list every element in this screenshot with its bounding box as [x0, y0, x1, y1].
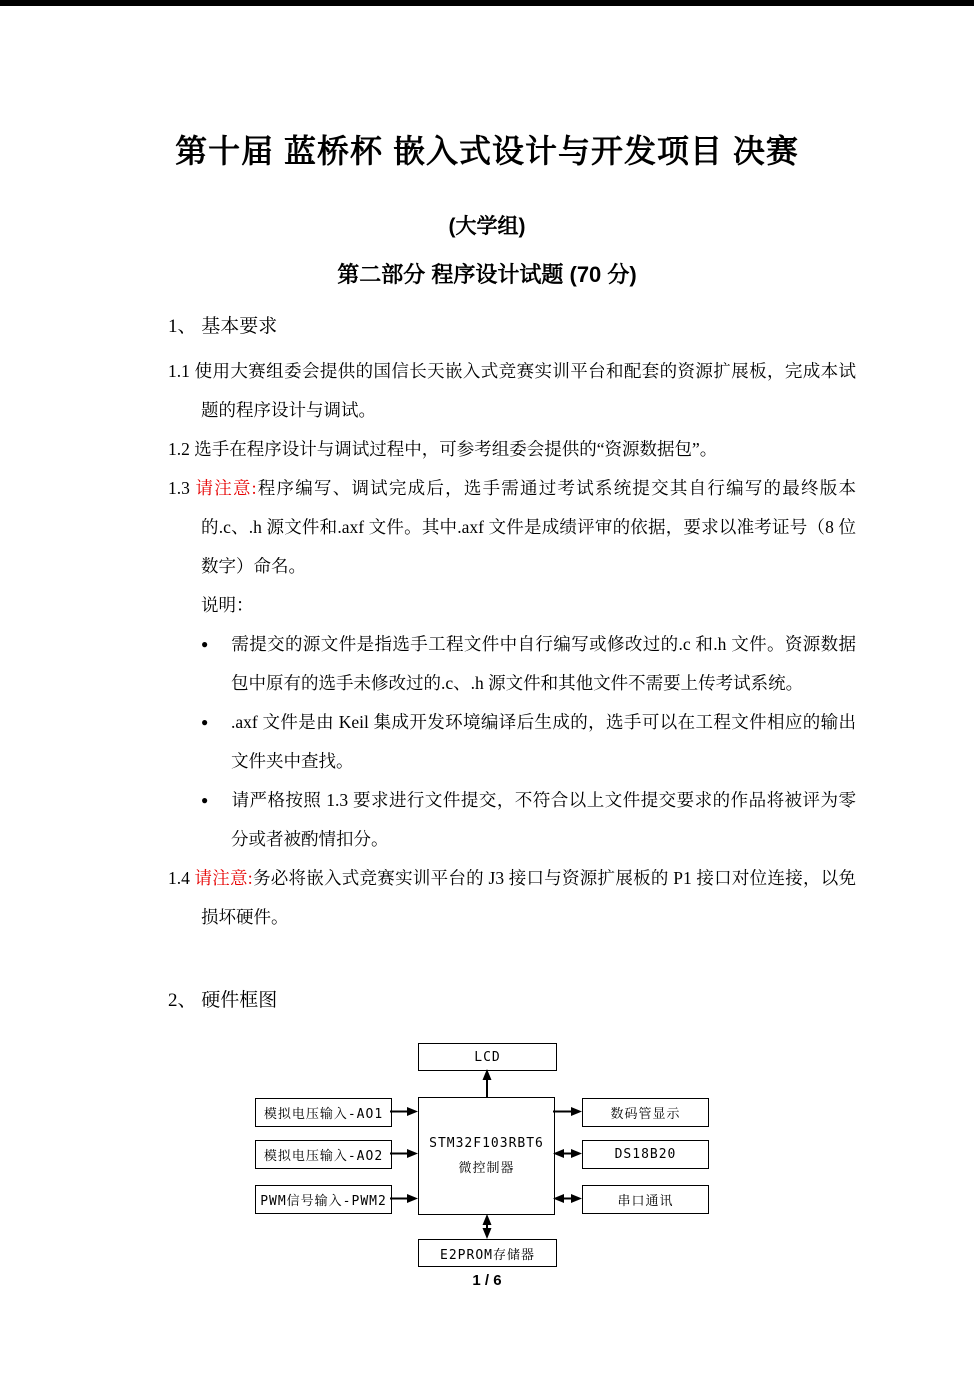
page-title: 第十届 蓝桥杯 嵌入式设计与开发项目 决赛 — [175, 133, 799, 169]
diagram-box-pwm-input: PWM信号输入-PWM2 — [255, 1185, 392, 1214]
item-1-2 — [168, 430, 856, 469]
diagram-box-ds18b20: DS18B20 — [582, 1140, 709, 1169]
section-1 — [168, 312, 856, 937]
bullet-icon: ● — [201, 715, 209, 729]
part-heading: 第二部分 程序设计试题 (70 分) — [337, 262, 637, 287]
section-1-heading: 1、 基本要求 — [168, 316, 278, 337]
item-number: 1.4 — [168, 868, 190, 888]
item-number: 1.3 — [168, 478, 190, 498]
bullet-text: 请严格按照 1.3 要求进行文件提交，不符合以上文件提交要求的作品将被评为零分或者被酌情扣分。 — [231, 790, 856, 849]
arrowhead-right-icon — [571, 1149, 582, 1158]
diagram-box-uart: 串口通讯 — [582, 1185, 709, 1214]
page-subtitle: (大学组) — [448, 215, 526, 238]
item-number: 1.2 — [168, 439, 190, 459]
item-1-3 — [168, 469, 856, 586]
diagram-box-analog-input-ao1: 模拟电压输入-AO1 — [255, 1098, 392, 1127]
arrowhead-right-icon — [407, 1149, 418, 1158]
arrowhead-right-icon — [571, 1107, 582, 1116]
diagram-box-seg-display: 数码管显示 — [582, 1098, 709, 1127]
arrowhead-down-icon — [483, 1228, 492, 1239]
item-1-4 — [168, 859, 856, 937]
section-2-heading: 2、 硬件框图 — [168, 990, 278, 1011]
arrowhead-right-icon — [407, 1107, 418, 1116]
note-label: 说明： — [201, 595, 254, 615]
diagram-box-mcu — [418, 1097, 555, 1215]
arrowhead-up-icon — [483, 1214, 492, 1225]
diagram-box-e2prom: E2PROM存储器 — [418, 1239, 557, 1267]
bullet-item-3 — [201, 781, 856, 859]
diagram-box-analog-input-ao2: 模拟电压输入-AO2 — [255, 1140, 392, 1169]
diagram-box-lcd: LCD — [418, 1043, 557, 1071]
bullet-icon: ● — [201, 793, 209, 807]
item-text: 程序编写、调试完成后，选手需通过考试系统提交其自行编写的最终版本的.c、.h 源文件和.axf 文件。其中.axf 文件是成绩评审的依据，要求以准考证号（8 位数字）命名。 — [201, 478, 856, 576]
bullet-item-1 — [201, 625, 856, 703]
item-text: 务必将嵌入式竞赛实训平台的 J3 接口与资源扩展板的 P1 接口对位连接，以免损坏硬件。 — [201, 868, 856, 927]
item-number: 1.1 — [168, 361, 190, 381]
arrowhead-right-icon — [571, 1194, 582, 1203]
notice-label: 请注意: — [194, 868, 253, 888]
item-1-1 — [168, 352, 856, 430]
bullet-text: 需提交的源文件是指选手工程文件中自行编写或修改过的.c 和.h 文件。资源数据包中原有的选手未修改过的.c、.h 源文件和其他文件不需要上传考试系统。 — [231, 634, 856, 693]
item-text: 选手在程序设计与调试过程中，可参考组委会提供的“资源数据包”。 — [194, 439, 718, 459]
bullet-text: .axf 文件是由 Keil 集成开发环境编译后生成的，选手可以在工程文件相应的输出文件夹中查找。 — [231, 712, 856, 771]
page-number: 1 / 6 — [472, 1272, 502, 1289]
notice-label: 请注意: — [195, 478, 257, 498]
arrowhead-right-icon — [407, 1194, 418, 1203]
page-top-border — [0, 0, 974, 6]
hardware-block-diagram — [0, 1043, 974, 1278]
mcu-line2: 微控制器 — [458, 1161, 515, 1176]
mcu-line1: STM32F103RBT6 — [429, 1136, 544, 1151]
bullet-item-2 — [201, 703, 856, 781]
item-text: 使用大赛组委会提供的国信长天嵌入式竞赛实训平台和配套的资源扩展板，完成本试题的程序设计与调试。 — [194, 361, 857, 420]
bullet-icon: ● — [201, 637, 209, 651]
